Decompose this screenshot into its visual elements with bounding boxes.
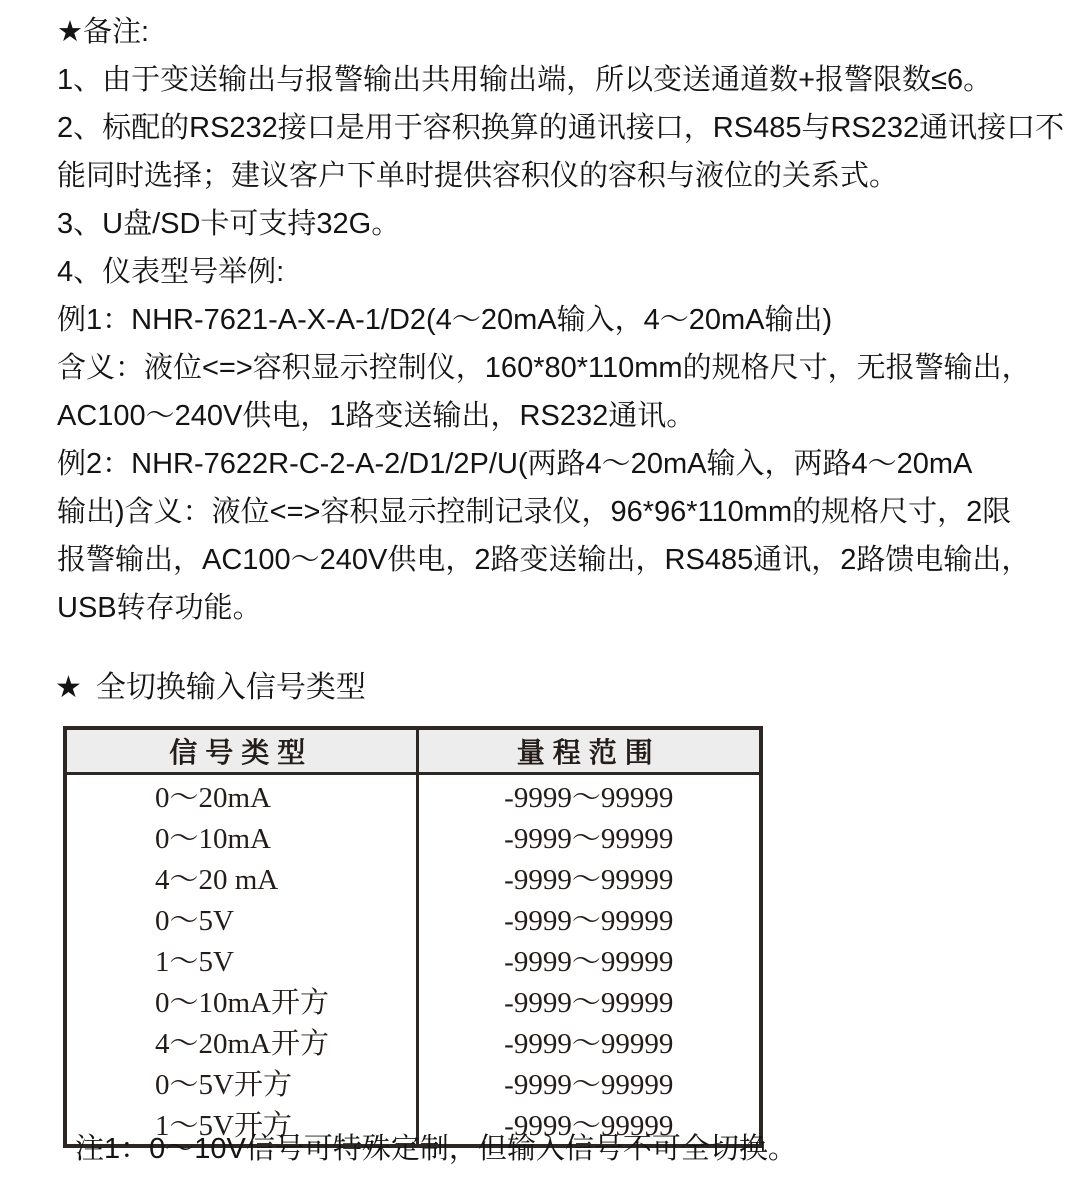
range-cell: -9999～99999: [417, 857, 761, 898]
signal-section-title: [55, 662, 366, 706]
header-signal-type: 信号类型: [65, 728, 417, 773]
table-row: [65, 816, 761, 857]
range-cell: -9999～99999: [417, 939, 761, 980]
signal-type-cell: 0～20mA: [155, 781, 272, 814]
range-cell: -9999～99999: [417, 773, 761, 816]
table-row: [65, 1021, 761, 1062]
signal-type-cell: 1～5V开方: [155, 1109, 292, 1142]
note-line-6: 例1：NHR-7621-A-X-A-1/D2(4～20mA输入，4～20mA输出): [57, 304, 833, 336]
signal-type-cell: 1～5V: [155, 945, 234, 978]
table-row: [65, 773, 761, 816]
notes-title: ★备注:: [57, 16, 150, 48]
table-footnote: 注1：0～10V信号可特殊定制，但输入信号不可全切换。: [75, 1133, 797, 1165]
signal-section-title-text: 全切换输入信号类型: [95, 671, 366, 704]
table-row: [65, 980, 761, 1021]
notes-section: [57, 8, 1065, 632]
range-cell: -9999～99999: [417, 980, 761, 1021]
note-line-2: 2、标配的RS232接口是用于容积换算的通讯接口，RS485与RS232通讯接口不: [57, 112, 1065, 144]
range-cell: -9999～99999: [417, 1103, 761, 1146]
note-line-8: AC100～240V供电，1路变送输出，RS232通讯。: [57, 400, 696, 432]
range-cell: -9999～99999: [417, 1062, 761, 1103]
signal-type-cell: 4～20 mA: [155, 863, 279, 896]
signal-type-cell: 4～20mA开方: [155, 1027, 330, 1060]
signal-table-header-row: [65, 728, 761, 773]
note-line-11: 报警输出，AC100～240V供电，2路变送输出，RS485通讯，2路馈电输出，: [57, 544, 1031, 576]
note-line-9: 例2：NHR-7622R-C-2-A-2/D1/2P/U(两路4～20mA输入，两路4～20mA: [57, 448, 973, 480]
signal-type-cell: 0～5V: [155, 904, 234, 937]
header-range: 量程范围: [417, 728, 761, 773]
note-line-7: 含义：液位<=>容积显示控制仪，160*80*110mm的规格尺寸，无报警输出，: [57, 352, 1031, 384]
table-row: [65, 898, 761, 939]
table-row: [65, 1062, 761, 1103]
note-line-4: 3、U盘/SD卡可支持32G。: [57, 208, 401, 240]
note-line-5: 4、仪表型号举例:: [57, 256, 285, 288]
note-line-1: 1、由于变送输出与报警输出共用输出端，所以变送通道数+报警限数≤6。: [57, 64, 993, 96]
signal-type-cell: 0～5V开方: [155, 1068, 292, 1101]
range-cell: -9999～99999: [417, 1021, 761, 1062]
range-cell: -9999～99999: [417, 816, 761, 857]
note-line-10: 输出)含义：液位<=>容积显示控制记录仪，96*96*110mm的规格尺寸，2限: [57, 496, 1012, 528]
table-row: [65, 857, 761, 898]
note-line-12: USB转存功能。: [57, 592, 262, 624]
table-row: [65, 939, 761, 980]
signal-type-cell: 0～10mA开方: [155, 986, 330, 1019]
star-icon: ★: [55, 671, 82, 704]
range-cell: -9999～99999: [417, 898, 761, 939]
signal-type-cell: 0～10mA: [155, 822, 272, 855]
note-line-3: 能同时选择；建议客户下单时提供容积仪的容积与液位的关系式。: [57, 160, 899, 192]
signal-table: [63, 726, 763, 1148]
